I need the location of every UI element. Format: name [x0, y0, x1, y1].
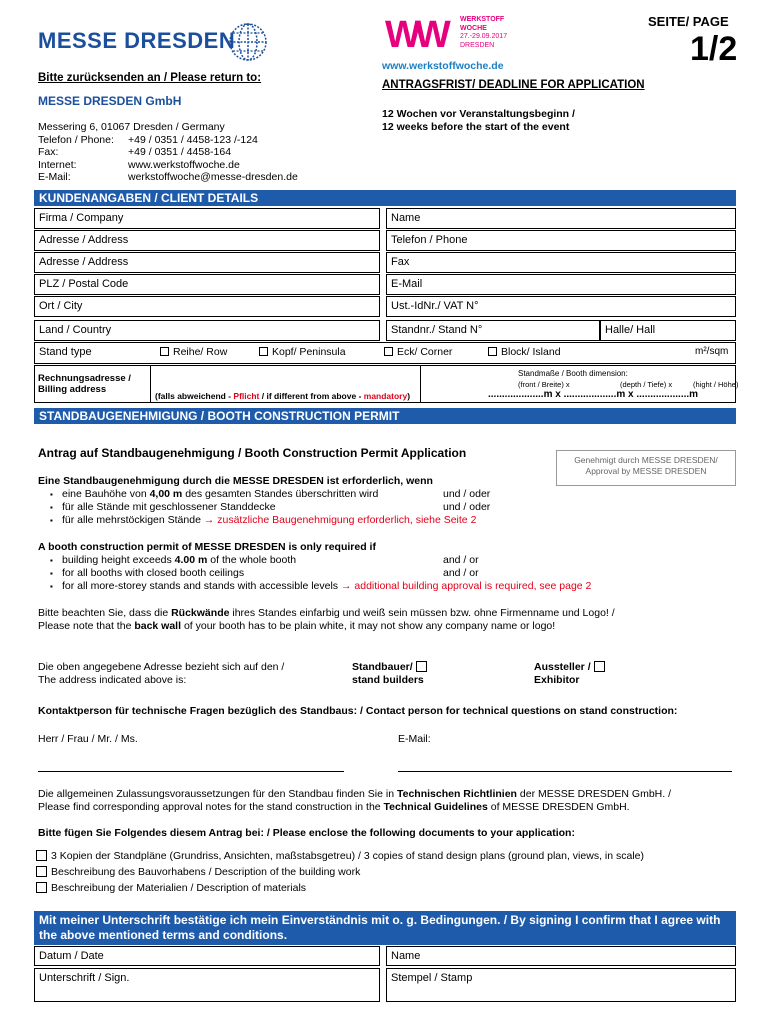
globe-icon	[228, 22, 268, 62]
sqm-label: m²/sqm	[695, 346, 729, 357]
peninsula-checkbox[interactable]	[259, 347, 268, 356]
permit-bar: STANDBAUGENEHMIGUNG / BOOTH CONSTRUCTION PERMIT	[34, 408, 736, 424]
contact-email-line[interactable]	[398, 771, 732, 772]
plans-checkbox[interactable]	[36, 850, 47, 861]
row-checkbox[interactable]	[160, 347, 169, 356]
en-bullet-2: ▪ for all booths with closed booth ceilings	[62, 567, 244, 580]
de-bullet-2-conj: und / oder	[443, 501, 491, 513]
en-bullet-3: ▪ for all more-storey stands and stands with accessible levels → additional building approval is required, see page 2	[62, 580, 591, 593]
de-bullet-3: ▪ für alle mehrstöckigen Stände → zusätzliche Baugenehmigung erforderlich, siehe Seite 2	[62, 514, 476, 527]
de-bullet-2: ▪ für alle Stände mit geschlossener Standdecke	[62, 501, 276, 514]
sign-name-field[interactable]: Name	[386, 946, 736, 966]
email-field[interactable]: E-Mail	[386, 274, 736, 295]
en-bullet-1: ▪ building height exceeds 4.00 m of the whole booth	[62, 554, 296, 567]
city-field[interactable]: Ort / City	[34, 296, 380, 317]
address-refers-en: The address indicated above is:	[38, 674, 187, 686]
billing-divider	[150, 365, 151, 403]
billing-label: Rechnungsadresse / Billing address	[38, 373, 131, 395]
stand-builder-option[interactable]: Standbauer/ stand builders	[352, 661, 431, 687]
option-row[interactable]: Reihe/ Row	[160, 346, 227, 359]
option-peninsula[interactable]: Kopf/ Peninsula	[259, 346, 346, 359]
page-number: 1/2	[690, 30, 738, 68]
stand-builder-checkbox[interactable]	[416, 661, 427, 672]
hall-field[interactable]: Halle/ Hall	[600, 320, 736, 341]
address-refers-de: Die oben angegebene Adresse bezieht sich auf den /	[38, 661, 285, 673]
deadline-heading: ANTRAGSFRIST/ DEADLINE FOR APPLICATION	[382, 79, 645, 91]
address1-field[interactable]: Adresse / Address	[34, 230, 380, 251]
option-corner[interactable]: Eck/ Corner	[384, 346, 452, 359]
exhibitor-option[interactable]: Aussteller / Exhibitor	[534, 661, 609, 687]
contact-email-label: E-Mail:	[398, 733, 431, 745]
deadline-text: 12 Wochen vor Veranstaltungsbeginn / 12 weeks before the start of the event	[382, 108, 575, 133]
de-bullet-1: ▪ eine Bauhöhe von 4,00 m des gesamten Standes überschritten wird	[62, 488, 378, 501]
corner-checkbox[interactable]	[384, 347, 393, 356]
materials-checkbox[interactable]	[36, 882, 47, 893]
fax-field[interactable]: Fax	[386, 252, 736, 273]
doc-item-plans[interactable]: 3 Kopien der Standpläne (Grundriss, Ansichten, maßstabsgetreu) / 3 copies of stand design plans (ground plan, views, in scale)	[36, 850, 644, 863]
dimension-height: (hight / Höhe)	[693, 380, 739, 389]
back-wall-de: Bitte beachten Sie, dass die Rückwände ihres Standes einfarbig und weiß sein müssen bzw. ohne Firmenname und Logo! /	[38, 607, 615, 619]
messe-dresden-logo: MESSE DRESDEN	[38, 28, 236, 53]
client-details-bar: KUNDENANGABEN / CLIENT DETAILS	[34, 190, 736, 206]
stand-number-field[interactable]: Standnr./ Stand N°	[386, 320, 600, 341]
event-name: WERKSTOFF WOCHE 27.-29.09.2017 DRESDEN	[460, 16, 508, 49]
date-field[interactable]: Datum / Date	[34, 946, 380, 966]
salutation-label: Herr / Frau / Mr. / Ms.	[38, 733, 138, 745]
guidelines-en: Please find corresponding approval notes for the stand construction in the Technical Guidelines of MESSE DRESDEN GmbH.	[38, 801, 630, 813]
werkstoffwoche-logo: WW	[385, 14, 445, 56]
dimension-depth: (depth / Tiefe) x	[620, 380, 673, 389]
return-company: MESSE DRESDEN GmbH	[38, 94, 182, 108]
de-bullet-1-conj: und / oder	[443, 488, 491, 500]
postal-code-field[interactable]: PLZ / Postal Code	[34, 274, 380, 295]
signature-bar: Mit meiner Unterschrift bestätige ich mein Einverständnis mit o. g. Bedingungen. / By signing I confirm that I agree with the above mentioned terms and conditions.	[34, 911, 736, 945]
island-checkbox[interactable]	[488, 347, 497, 356]
en-bullet-1-conj: and / or	[443, 554, 479, 566]
dimension-input[interactable]: ....................m x ...................m x ...................m	[488, 389, 699, 400]
en-requirements-heading: A booth construction permit of MESSE DRESDEN is only required if	[38, 541, 376, 553]
name-field[interactable]: Name	[386, 208, 736, 229]
address2-field[interactable]: Adresse / Address	[34, 252, 380, 273]
dimension-divider	[420, 365, 421, 403]
page-label: SEITE/ PAGE	[648, 14, 729, 29]
company-field[interactable]: Firma / Company	[34, 208, 380, 229]
doc-item-building[interactable]: Beschreibung des Bauvorhabens / Description of the building work	[36, 866, 360, 879]
building-checkbox[interactable]	[36, 866, 47, 877]
billing-note: (falls abweichend - Pflicht / if different from above - mandatory)	[155, 391, 411, 401]
de-requirements-heading: Eine Standbaugenehmigung durch die MESSE DRESDEN ist erforderlich, wenn	[38, 475, 433, 487]
dimension-front: (front / Breite) x	[518, 380, 570, 389]
vat-field[interactable]: Ust.-IdNr./ VAT N°	[386, 296, 736, 317]
stand-type-label: Stand type	[39, 346, 92, 358]
return-address: Messering 6, 01067 Dresden / Germany Telefon / Phone: +49 / 0351 / 4458-123 /-124 Fax: +49 / 0351 / 4458-164 Internet: www.werkstoffwoche.de E-Mail: werkstoffwoche@messe-dresden.de	[38, 121, 298, 184]
guidelines-de: Die allgemeinen Zulassungsvoraussetzungen für den Standbau finden Sie in Technischen Richtlinien der MESSE DRESDEN GmbH. /	[38, 788, 672, 800]
phone-field[interactable]: Telefon / Phone	[386, 230, 736, 251]
approval-stamp-box: Genehmigt durch MESSE DRESDEN/ Approval by MESSE DRESDEN	[556, 450, 736, 486]
en-bullet-2-conj: and / or	[443, 567, 479, 579]
contact-name-line[interactable]	[38, 771, 344, 772]
back-wall-en: Please note that the back wall of your booth has to be plain white, it may not show any company name or logo!	[38, 620, 556, 632]
option-island[interactable]: Block/ Island	[488, 346, 561, 359]
contact-heading: Kontaktperson für technische Fragen bezüglich des Standbaus: / Contact person for technical questions on stand construction:	[38, 705, 678, 717]
exhibitor-checkbox[interactable]	[594, 661, 605, 672]
permit-heading: Antrag auf Standbaugenehmigung / Booth Construction Permit Application	[38, 446, 467, 460]
doc-item-materials[interactable]: Beschreibung der Materialien / Description of materials	[36, 882, 306, 895]
stamp-field[interactable]: Stempel / Stamp	[386, 968, 736, 1002]
country-field[interactable]: Land / Country	[34, 320, 380, 341]
return-heading: Bitte zurücksenden an / Please return to:	[38, 72, 262, 84]
dimension-title: Standmaße / Booth dimension:	[518, 369, 628, 378]
enclose-heading: Bitte fügen Sie Folgendes diesem Antrag bei: / Please enclose the following documents to your application:	[38, 827, 575, 839]
event-url: www.werkstoffwoche.de	[382, 60, 504, 72]
signature-field[interactable]: Unterschrift / Sign.	[34, 968, 380, 1002]
